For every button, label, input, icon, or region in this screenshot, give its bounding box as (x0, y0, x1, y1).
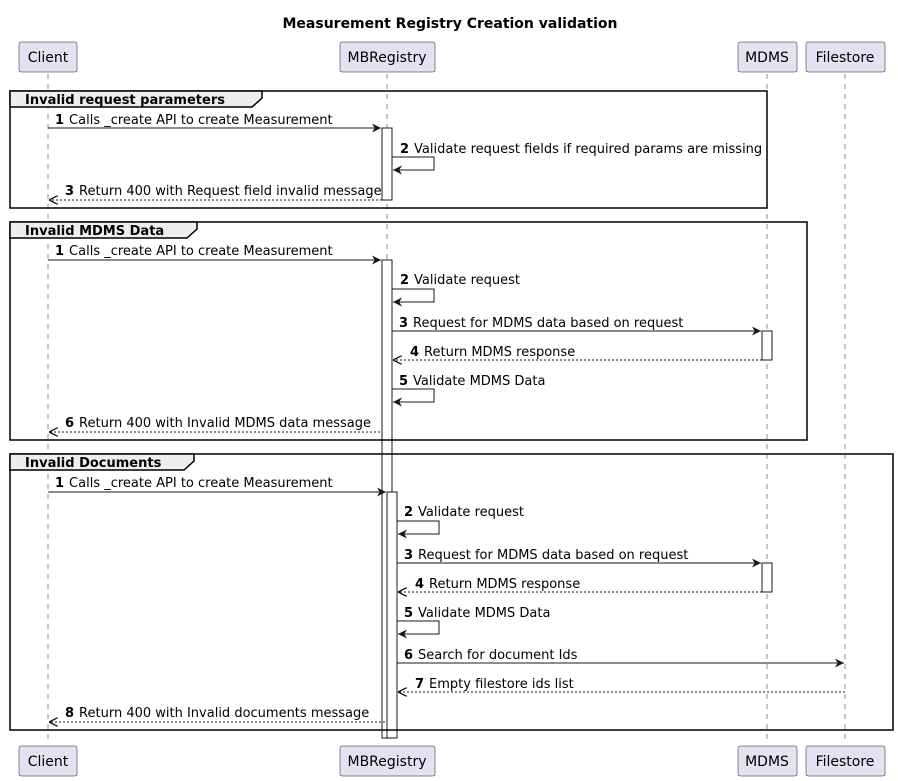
message-label: 1 Calls _create API to create Measurement (55, 244, 333, 259)
self-message-arrow (392, 289, 434, 302)
diagram-title: Measurement Registry Creation validation (282, 16, 618, 32)
message-label: 3 Return 400 with Request field invalid message (65, 184, 382, 199)
group-label: Invalid MDMS Data (25, 224, 165, 239)
message-label: 3 Request for MDMS data based on request (404, 548, 689, 563)
participant-mdms-top (738, 42, 797, 72)
message-label: 2 Validate request fields if required params are missing (400, 142, 763, 157)
message-label: 4 Return MDMS response (410, 345, 576, 360)
message-label: 1 Calls _create API to create Measurement (55, 113, 333, 128)
participant-label: MBRegistry (347, 754, 427, 770)
message-label: 4 Return MDMS response (415, 577, 581, 592)
group-label: Invalid Documents (25, 456, 162, 471)
self-message-arrow (397, 621, 439, 634)
activation-mbregistry-1 (382, 128, 392, 200)
group-invalid-documents (10, 454, 893, 730)
self-message-arrow (392, 157, 434, 170)
participant-label: Client (27, 754, 69, 770)
message-label: 3 Request for MDMS data based on request (399, 316, 684, 331)
message-label: 8 Return 400 with Invalid documents message (65, 706, 370, 721)
activation-mdms-1 (762, 331, 772, 360)
participant-label: MDMS (745, 754, 789, 770)
message-label: 5 Validate MDMS Data (399, 374, 546, 389)
participant-mbregistry-top (340, 42, 435, 72)
participant-label: MBRegistry (347, 50, 427, 66)
self-message-arrow (397, 521, 439, 534)
participant-label: Client (27, 50, 69, 66)
message-label: 1 Calls _create API to create Measurement (55, 476, 333, 491)
participant-filestore-top (806, 42, 885, 72)
self-message-arrow (392, 389, 434, 402)
participant-client-bottom (19, 746, 77, 776)
message-label: 6 Search for document Ids (404, 648, 578, 663)
participant-label: MDMS (745, 50, 789, 66)
activation-mbregistry-3 (387, 492, 397, 738)
message-label: 7 Empty filestore ids list (415, 677, 574, 692)
participant-filestore-bottom (806, 746, 885, 776)
participant-client-top (19, 42, 77, 72)
message-label: 2 Validate request (400, 273, 520, 288)
activation-mdms-2 (762, 563, 772, 592)
participant-label: Filestore (815, 50, 875, 66)
group-invalid-mdms-data (10, 222, 807, 440)
message-label: 2 Validate request (404, 505, 524, 520)
message-label: 6 Return 400 with Invalid MDMS data message (65, 416, 371, 431)
group-label: Invalid request parameters (25, 93, 225, 108)
participant-label: Filestore (815, 754, 875, 770)
message-label: 5 Validate MDMS Data (404, 606, 551, 621)
participant-mbregistry-bottom (340, 746, 435, 776)
participant-mdms-bottom (738, 746, 797, 776)
